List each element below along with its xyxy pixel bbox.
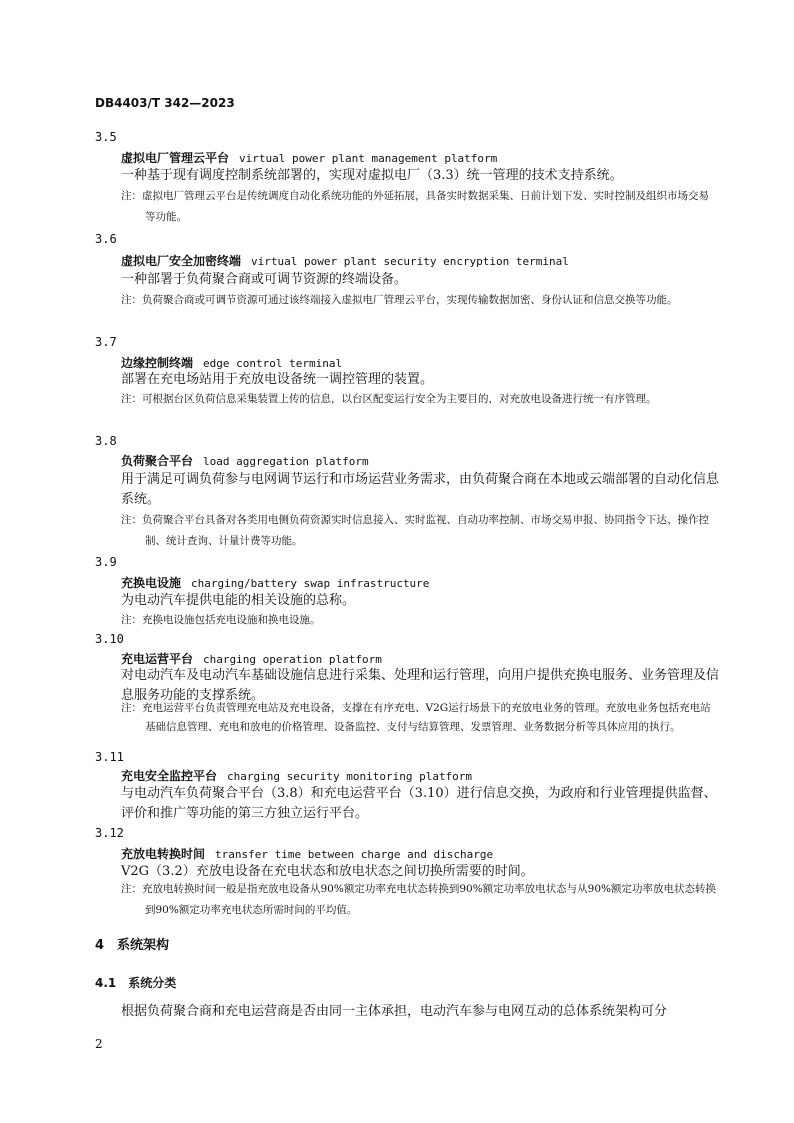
term-zh: 边缘控制终端 xyxy=(121,356,194,370)
clause-number: 3.10 xyxy=(95,632,124,646)
term-note: 注：充电运营平台负责管理充电站及充电设备，支撑在有序充电、V2G运行场景下的充放电业务的管理。充放电业务包括充电站基础信息管理、充电和放电的价格管理、设备监控、支付与结算管理、发票管理、业务数据分析等具体应用的执行。 xyxy=(121,702,711,733)
clause-number: 3.12 xyxy=(95,826,124,840)
term-zh: 充放电转换时间 xyxy=(121,847,206,861)
term-title xyxy=(121,845,493,862)
section-heading: 4 系统架构 xyxy=(95,938,170,953)
term-definition: V2G（3.2）充放电设备在充电状态和放电状态之间切换所需要的时间。 xyxy=(121,864,534,879)
term-en: virtual power plant management platform xyxy=(239,152,498,165)
term-en: edge control terminal xyxy=(203,357,343,370)
term-zh: 充电运营平台 xyxy=(121,652,194,666)
term-note: 注：负荷聚合平台具备对各类用电侧负荷资源实时信息接入、实时监视、自动功率控制、市场交易申报、协同指令下达、操作控制、统计查询、计量计费等功能。 xyxy=(121,514,709,547)
term-en: charging/battery swap infrastructure xyxy=(191,577,430,590)
term-zh: 充电安全监控平台 xyxy=(121,769,218,783)
term-definition: 部署在充电场站用于充放电设备统一调控管理的装置。 xyxy=(121,372,434,387)
term-definition: 一种部署于负荷聚合商或可调节资源的终端设备。 xyxy=(121,272,408,287)
term-definition: 与电动汽车负荷聚合平台（3.8）和充电运营平台（3.10）进行信息交换，为政府和行业管理提供监督、评价和推广等功能的第三方独立运行平台。 xyxy=(121,786,717,821)
term-title xyxy=(121,252,569,269)
page-number: 2 xyxy=(95,1037,103,1051)
subsection-heading: 4.1 系统分类 xyxy=(95,976,177,990)
term-en: transfer time between charge and discharge xyxy=(215,848,494,861)
term-zh: 虚拟电厂管理云平台 xyxy=(121,151,230,165)
term-definition: 用于满足可调负荷参与电网调节运行和市场运营业务需求，由负荷聚合商在本地或云端部署的自动化信息系统。 xyxy=(121,472,720,507)
term-title xyxy=(121,574,429,591)
term-title xyxy=(121,354,342,371)
term-title xyxy=(121,650,382,667)
body-paragraph: 根据负荷聚合商和充电运营商是否由同一主体承担，电动汽车参与电网互动的总体系统架构可分 xyxy=(121,1004,668,1019)
clause-number: 3.9 xyxy=(95,555,117,569)
term-definition: 对电动汽车及电动汽车基础设施信息进行采集、处理和运行管理，向用户提供充换电服务、业务管理及信息服务功能的支撑系统。 xyxy=(121,668,720,703)
term-definition: 一种基于现有调度控制系统部署的，实现对虚拟电厂（3.3）统一管理的技术支持系统。 xyxy=(121,168,623,183)
term-note: 注：充换电设施包括充电设施和换电设施。 xyxy=(121,614,321,626)
clause-number: 3.6 xyxy=(95,232,117,246)
document-header: DB4403/T 342—2023 xyxy=(95,96,235,110)
term-title xyxy=(121,149,497,166)
term-title xyxy=(121,452,369,469)
clause-number: 3.11 xyxy=(95,750,124,764)
term-title xyxy=(121,767,472,784)
term-en: load aggregation platform xyxy=(203,455,369,468)
term-en: charging operation platform xyxy=(203,653,382,666)
term-en: virtual power plant security encryption terminal xyxy=(251,255,569,268)
clause-number: 3.8 xyxy=(95,434,117,448)
term-note: 注：可根据台区负荷信息采集装置上传的信息，以台区配变运行安全为主要目的，对充放电设备进行统一有序管理。 xyxy=(121,393,657,405)
term-zh: 虚拟电厂安全加密终端 xyxy=(121,254,242,268)
term-zh: 充换电设施 xyxy=(121,576,182,590)
clause-number: 3.5 xyxy=(95,130,117,144)
term-note: 注：负荷聚合商或可调节资源可通过该终端接入虚拟电厂管理云平台，实现传输数据加密、身份认证和信息交换等功能。 xyxy=(121,294,678,306)
term-zh: 负荷聚合平台 xyxy=(121,454,194,468)
term-note: 注：充放电转换时间一般是指充放电设备从90%额定功率充电状态转换到90%额定功率放电状态与从90%额定功率放电状态转换到90%额定功率充电状态所需时间的平均值。 xyxy=(121,883,717,916)
clause-number: 3.7 xyxy=(95,335,117,349)
term-note: 注：虚拟电厂管理云平台是传统调度自动化系统功能的外延拓展，具备实时数据采集、日前计划下发、实时控制及组织市场交易等功能。 xyxy=(121,190,709,223)
term-definition: 为电动汽车提供电能的相关设施的总称。 xyxy=(121,593,356,608)
term-en: charging security monitoring platform xyxy=(227,770,473,783)
